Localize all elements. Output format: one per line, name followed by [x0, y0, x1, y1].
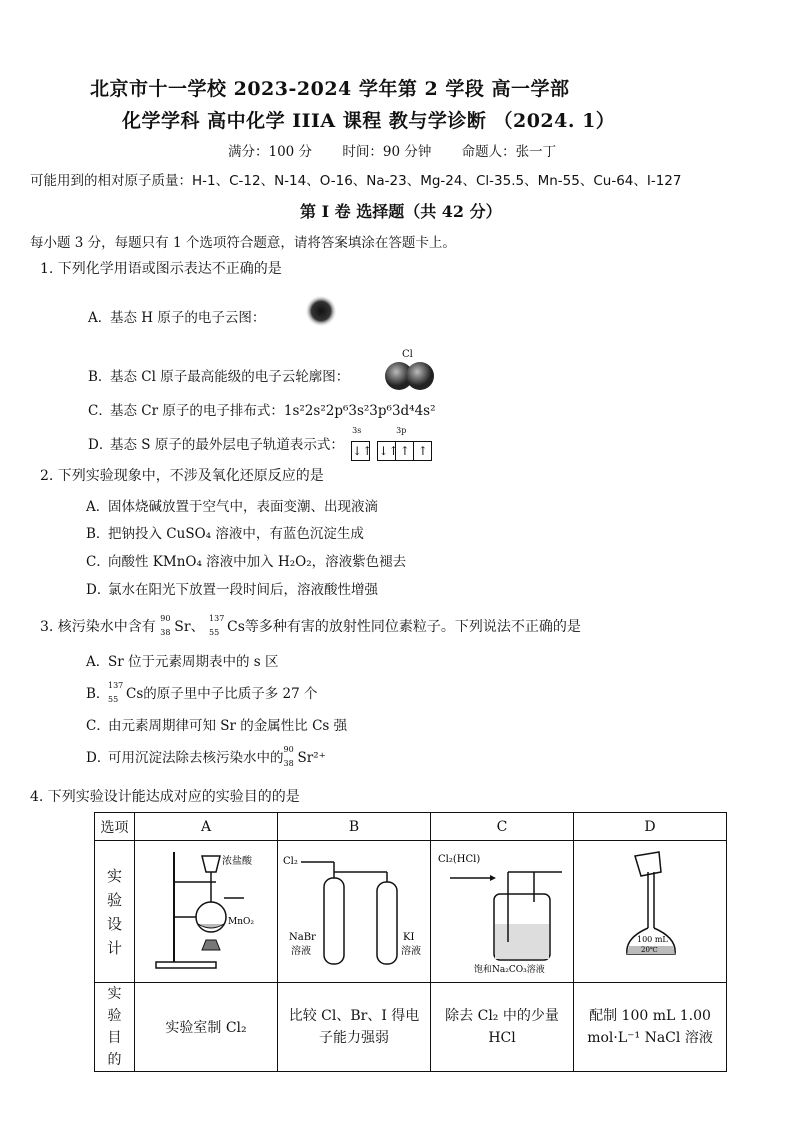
exam-title-line2: 化学学科 高中化学 IIIA 课程 教与学诊断 （2024. 1）	[122, 110, 616, 132]
apparatus-c	[431, 841, 574, 983]
section-title: 第 I 卷 选择题（共 42 分）	[300, 202, 502, 221]
q1-option-c: C．基态 Cr 原子的电子排布式：1s²2s²2p⁶3s²3p⁶3d⁴4s²	[88, 403, 436, 419]
experiment-table	[94, 812, 727, 1072]
cs-nuclide: 137 55	[209, 614, 225, 637]
q2-option-d: D．氯水在阳光下放置一段时间后，溶液酸性增强	[86, 582, 378, 598]
atomic-masses: 可能用到的相对原子质量：H-1、C-12、N-14、O-16、Na-23、Mg-24、Cl-35.5、Mn-55、Cu-64、I-127	[30, 173, 682, 189]
section-instruction: 每小题 3 分，每题只有 1 个选项符合题意，请将答案填涂在答题卡上。	[30, 235, 456, 251]
sr-nuclide: 90 38	[160, 614, 171, 637]
q3-option-c: C．由元素周期律可知 Sr 的金属性比 Cs 强	[86, 718, 348, 734]
svg-text:溶液: 溶液	[291, 946, 312, 957]
svg-text:100 mL: 100 mL	[637, 935, 668, 944]
orbital-diagram: 3s 3p ↓↑ ↓↑ ↑ ↑	[348, 437, 432, 461]
svg-text:溶液: 溶液	[401, 946, 422, 957]
svg-text:20℃: 20℃	[641, 946, 658, 954]
orbital-3p: ↓↑ ↑ ↑	[377, 441, 432, 461]
svg-text:KI: KI	[403, 932, 415, 943]
svg-text:MnO₂: MnO₂	[228, 917, 255, 927]
p-orbital-image	[384, 360, 436, 392]
q1-option-b: B．基态 Cl 原子最高能级的电子云轮廓图：	[88, 369, 350, 385]
q1-option-d: D．基态 S 原子的最外层电子轨道表示式： 3s 3p ↓↑ ↓↑ ↑ ↑	[88, 433, 432, 461]
table-purpose-row: 实验目的 实验室制 Cl₂ 比较 Cl、Br、I 得电子能力强弱 除去 Cl₂ 中的少量 HCl 配制 100 mL 1.00 mol·L⁻¹ NaCl 溶液	[95, 983, 727, 1072]
q3-option-d: D．可用沉淀法除去核污染水中的 90 38 Sr²⁺	[86, 745, 326, 768]
q2-option-c: C．向酸性 KMnO₄ 溶液中加入 H₂O₂，溶液紫色褪去	[86, 554, 407, 570]
q4-stem: 4. 下列实验设计能达成对应的实验目的的是	[30, 789, 300, 805]
orbital-3s: ↓↑	[351, 441, 370, 461]
svg-text:浓盐酸: 浓盐酸	[222, 856, 253, 867]
svg-text:NaBr: NaBr	[289, 932, 316, 943]
q1-option-a: A．基态 H 原子的电子云图：	[88, 310, 266, 326]
table-header-row: 选项 A B C D	[95, 813, 727, 841]
q2-option-a: A．固体烧碱放置于空气中，表面变潮、出现液滴	[86, 499, 378, 515]
time-info: 时间：90 分钟	[342, 144, 432, 160]
apparatus-a	[135, 841, 278, 983]
author-info: 命题人：张一丁	[461, 144, 557, 160]
table-design-row: 实验设计 浓盐酸 MnO₂ Cl₂ NaBr 溶液 KI 溶液 Cl₂(HCl) 饱和Na₂CO₃溶液 100 mL 20℃	[95, 841, 727, 983]
cr-config: 1s²2s²2p⁶3s²3p⁶3d⁴4s²	[283, 403, 436, 419]
svg-text:Cl₂(HCl): Cl₂(HCl)	[438, 854, 481, 865]
q3-stem: 3. 核污染水中含有 90 38 Sr、 137 55 Cs等多种有害的放射性同位素粒子。下列说法不正确的是	[40, 614, 581, 637]
apparatus-b	[278, 841, 431, 983]
cl-label: Cl	[402, 349, 413, 360]
score-info: 满分：100 分	[228, 144, 313, 160]
exam-meta	[228, 140, 582, 160]
q2-stem: 2. 下列实验现象中，不涉及氧化还原反应的是	[40, 468, 324, 484]
svg-text:Cl₂: Cl₂	[283, 856, 298, 867]
exam-title-line1: 北京市十一学校 2023-2024 学年第 2 学段 高一学部	[90, 78, 570, 100]
q3-option-b: B． 137 55 Cs的原子里中子比质子多 27 个	[86, 681, 318, 704]
q3-option-a: A．Sr 位于元素周期表中的 s 区	[86, 654, 279, 670]
q1-stem: 1. 下列化学用语或图示表达不正确的是	[40, 261, 282, 277]
svg-text:饱和Na₂CO₃溶液: 饱和Na₂CO₃溶液	[474, 965, 545, 975]
electron-cloud-image	[304, 294, 338, 328]
apparatus-d	[574, 841, 727, 983]
q2-option-b: B．把钠投入 CuSO₄ 溶液中，有蓝色沉淀生成	[86, 526, 364, 542]
